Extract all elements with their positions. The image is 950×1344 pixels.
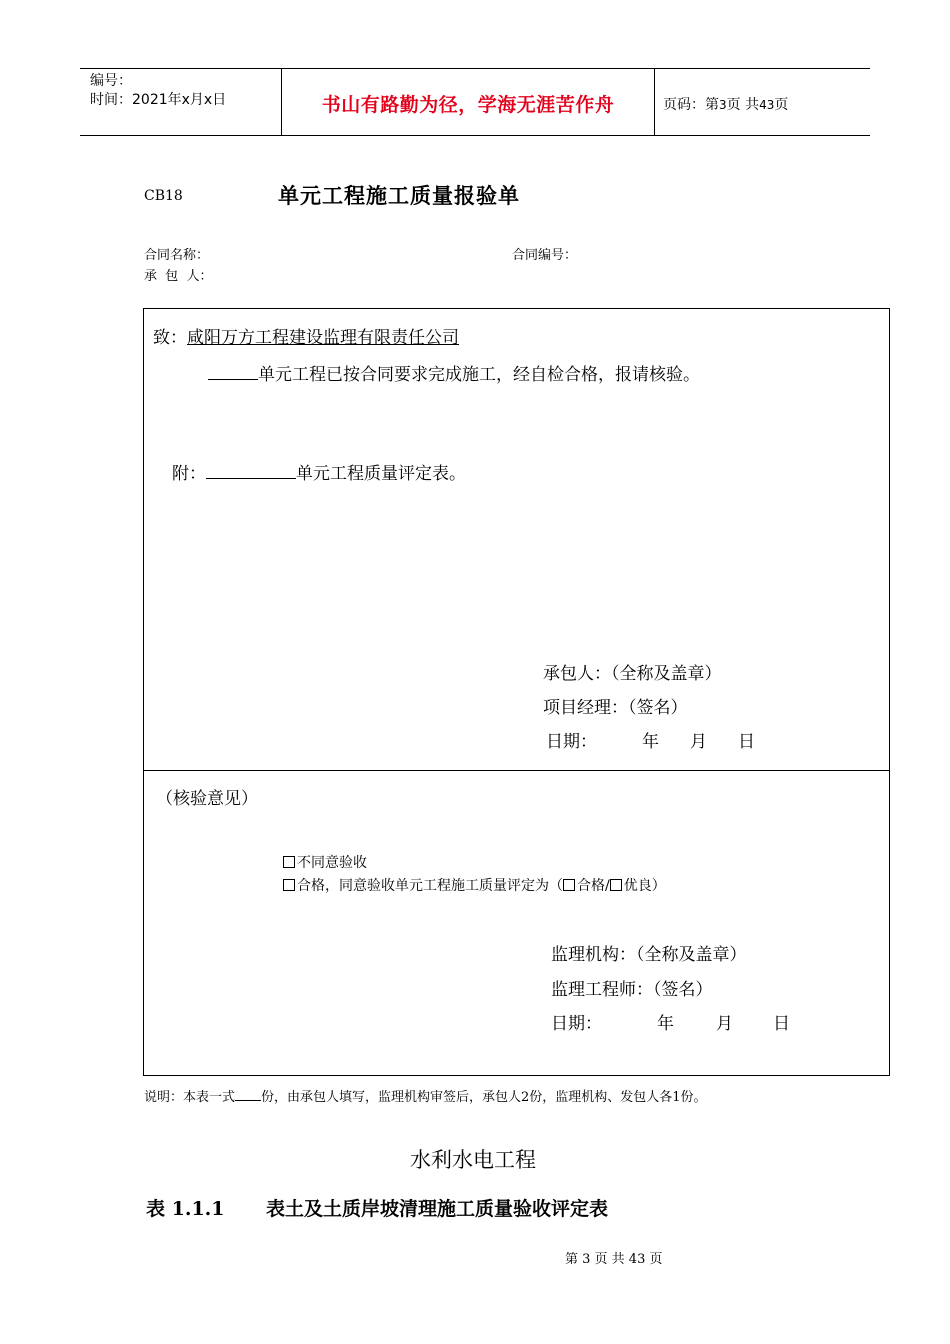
contract-number-label: 合同编号： (512, 248, 578, 263)
page-current: 3 (719, 98, 727, 112)
attachment-prefix: 附： (172, 464, 206, 484)
header-page-info (663, 94, 788, 114)
contract-name-label: 合同名称： (144, 248, 210, 263)
submission-date-month: 月 (690, 732, 707, 752)
grade-excellent-checkbox[interactable] (610, 879, 622, 891)
addressee-prefix: 致： (153, 328, 187, 348)
attachment-text: 单元工程质量评定表。 (296, 464, 466, 484)
grade-pass-label: 合格/ (577, 878, 610, 894)
option-accept-label: 合格，同意验收单元工程施工质量评定为（ (297, 878, 563, 894)
review-heading: （核验意见） (156, 789, 258, 809)
note-prefix: 说明：本表一式 (144, 1090, 236, 1105)
option-accept (283, 875, 666, 895)
form-title: 单元工程施工质量报验单 (278, 184, 520, 208)
page-suffix: 页 (774, 97, 789, 113)
section-subheading: 水利水电工程 (410, 1148, 536, 1172)
addressee-line (153, 323, 459, 348)
form-note (144, 1085, 824, 1110)
attachment-line (172, 459, 466, 484)
submission-date-day: 日 (738, 732, 755, 752)
engineer-sign: 监理工程师：（签名） (551, 980, 713, 1000)
statement-line (208, 360, 700, 385)
contractor-sign: 承包人：（全称及盖章） (543, 664, 722, 684)
header-bottom-rule (80, 135, 870, 136)
option-reject-label: 不同意验收 (297, 855, 367, 871)
org-sign: 监理机构：（全称及盖章） (551, 945, 747, 965)
grade-pass-checkbox[interactable] (563, 879, 575, 891)
manager-sign: 项目经理：（签名） (543, 698, 688, 718)
statement-text: 单元工程已按合同要求完成施工，经自检合格，报请核验。 (258, 365, 700, 385)
time-label: 时间：2021年x月x日 (90, 92, 227, 108)
reject-checkbox[interactable] (283, 856, 295, 868)
attachment-blank[interactable] (206, 462, 296, 479)
review-date-month: 月 (716, 1014, 733, 1034)
form-box-divider (143, 770, 890, 771)
table-number: 表 1.1.1 (146, 1198, 225, 1220)
header-top-rule (80, 68, 870, 69)
review-date-year: 年 (657, 1014, 674, 1034)
submission-date-label: 日期： (546, 732, 597, 752)
form-box (143, 308, 890, 1076)
addressee-company: 咸阳万方工程建设监理有限责任公司 (187, 328, 459, 348)
accept-checkbox[interactable] (283, 879, 295, 891)
contractor-label: 承 包 人： (144, 269, 213, 284)
number-label: 编号： (90, 73, 132, 89)
form-code: CB18 (144, 188, 183, 204)
table-title: 表土及土质岸坡清理施工质量验收评定表 (266, 1198, 609, 1220)
header-left-cell (90, 72, 226, 110)
page-footer: 第 3 页 共 43 页 (565, 1252, 663, 1267)
review-date-day: 日 (773, 1014, 790, 1034)
option-reject (283, 852, 367, 872)
page-total: 43 (759, 98, 775, 112)
review-date-label: 日期： (551, 1014, 602, 1034)
note-suffix: 份，由承包人填写，监理机构审签后，承包人2份，监理机构、发包人各1份。 (261, 1090, 707, 1105)
page-prefix: 页码：第 (663, 97, 719, 113)
grade-excellent-label: 优良） (623, 878, 666, 894)
copies-blank[interactable] (235, 1087, 261, 1101)
header-motto: 书山有路勤为径，学海无涯苦作舟 (321, 94, 615, 116)
submission-date-year: 年 (642, 732, 659, 752)
header-divider-right (654, 68, 655, 136)
unit-blank[interactable] (208, 363, 258, 380)
page-mid: 页 共 (726, 97, 760, 113)
